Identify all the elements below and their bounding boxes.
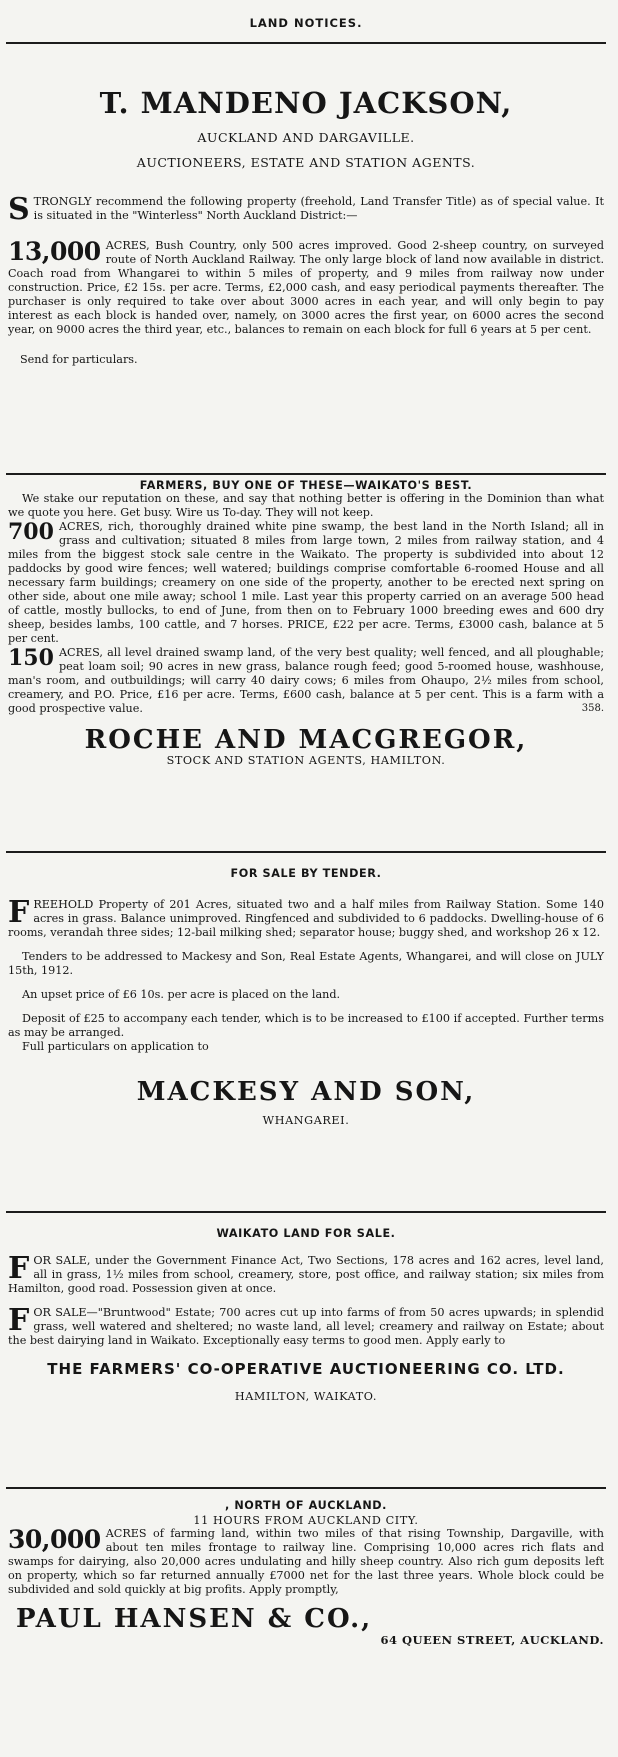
section-header: LAND NOTICES.: [249, 16, 363, 30]
tender-p3: An upset price of £6 10s. per acre is placed on the land.: [22, 988, 341, 1001]
jackson-intro-text: TRONGLY recommend the following property (freehold, Land Transfer Title) as of special value. It is situated in the "Winterless" North Auckland District:—: [33, 195, 604, 222]
waikato-best-intro: We stake our reputation on these, and say that nothing better is offering in the Dominion than what we quote you here. Get busy. Wire us To-day. They will not keep.: [8, 492, 604, 519]
listing-150-acres: 150: [8, 645, 54, 671]
waikato-sale-dropcap-2: F: [8, 1303, 30, 1338]
header-rule: [6, 42, 606, 44]
farmers-coop-name: THE FARMERS' CO-OPERATIVE AUCTIONEERING CO. LTD.: [47, 1360, 565, 1378]
rule-2: [6, 851, 606, 853]
waikato-sale-p2-text: OR SALE—"Bruntwood" Estate; 700 acres cut up into farms of from 50 acres upwards; in splendid grass, well watered and sheltered; no waste land, all level; creamery and railway on Estate; about the best dairying land in Waikato. Exceptionally easy terms to good men. Apply early to: [8, 1306, 604, 1347]
rule-1: [6, 473, 606, 475]
farmers-coop-sub: HAMILTON, WAIKATO.: [234, 1390, 378, 1403]
tender-p4: Deposit of £25 to accompany each tender, which is to be increased to £100 if accepted. Further terms as may be arranged.: [8, 1012, 604, 1039]
listing-700-text: ACRES, rich, thoroughly drained white pine swamp, the best land in the North Island; all in grass and cultivation; situated 8 miles from large town, 2 miles from railway station, and 4 miles from the biggest stock sale centre in the Waikato. The property is subdivided into about 12 paddocks by good wire fences; well watered; buildings comprise comfortable 6-roomed House and all necessary farm buildings; creamery on one side of the property, another to be erected next spring on other side, about one mile away; school 1 mile. Last year this property carried on an average 500 head of cattle, mostly bullocks, to end of June, from then on to February 1000 breeding ewes and 600 dry sheep, besides lambs, 100 cattle, and 7 horses. PRICE, £22 per acre. Terms, £3000 cash, balance at 5 per cent.: [8, 520, 604, 645]
waikato-sale-p1: [8, 1251, 604, 1296]
jackson-listing: [8, 239, 604, 337]
tender-heading: FOR SALE BY TENDER.: [230, 867, 382, 880]
jackson-listing-acres: 13,000: [8, 237, 101, 266]
jackson-intro-dropcap: S: [8, 192, 30, 227]
jackson-location: AUCKLAND AND DARGAVILLE.: [197, 130, 415, 145]
tender-p2: Tenders to be addressed to Mackesy and Son, Real Estate Agents, Whangarei, and will close on JULY 15th, 1912.: [8, 950, 604, 977]
listing-150-body: ACRES, all level drained swamp land, of the very best quality; well fenced, and all ploughable; peat loam soil; 90 acres in new grass, balance rough feed; good 5-roomed house, washhouse, man's room, and outbuildings; will carry 40 dairy cows; 6 miles from Ohaupo, 2½ miles from school, creamery, and P.O. Price, £16 per acre. Terms, £600 cash, balance at 5 per cent. This is a farm with a good prospective value.: [8, 646, 604, 715]
waikato-best-listing-700: [8, 520, 604, 646]
mackesy-sub: WHANGAREI.: [262, 1114, 350, 1127]
waikato-sale-advert: [6, 1227, 606, 1487]
north-advert: [6, 1499, 606, 1647]
jackson-name: T. MANDENO JACKSON,: [99, 86, 513, 120]
tender-advert: [6, 867, 606, 1211]
jackson-listing-text: ACRES, Bush Country, only 500 acres improved. Good 2-sheep country, on surveyed route of North Auckland Railway. The only large block of land now available in district. Coach road from Whangarei to within 5 miles of property, and 9 miles from railway now under construction. Price, £2 15s. per acre. Terms, £2,000 cash, and easy periodical payments thereafter. The purchaser is only required to take over about 3000 acres in each year, and will only begin to pay interest as each block is handed over, namely, on 3000 acres the first year, on 6000 acres the second year, on 9000 acres the third year, etc., balances to remain on each block for full 6 years at 5 per cent.: [8, 239, 604, 336]
tender-dropcap: F: [8, 895, 30, 930]
waikato-best-listing-150: [8, 646, 604, 716]
north-listing-text: ACRES of farming land, within two miles of that rising Township, Dargaville, with about ten miles frontage to railway line. Comprising 10,000 acres rich flats and swamps for dairying, also 20,000 acres undulating and hilly sheep country. Also rich gum deposits left on property, which so far returned annually £7000 net for the last three years. Whole block could be subdivided and sold quickly at big profits. Apply promptly,: [8, 1527, 604, 1596]
jackson-intro: [8, 192, 604, 227]
tender-p1: [8, 895, 604, 940]
listing-150-text: [8, 646, 604, 716]
roche-macgregor-sub: STOCK AND STATION AGENTS, HAMILTON.: [166, 754, 446, 767]
north-listing: [8, 1527, 604, 1597]
paul-hansen-name: PAUL HANSEN & CO.,: [16, 1604, 373, 1634]
listing-ref-number: 358.: [581, 703, 604, 714]
jackson-send: Send for particulars.: [20, 353, 138, 366]
waikato-best-heading: FARMERS, BUY ONE OF THESE—WAIKATO'S BEST.: [139, 479, 473, 492]
waikato-sale-heading: WAIKATO LAND FOR SALE.: [216, 1227, 396, 1240]
mackesy-name: MACKESY AND SON,: [136, 1077, 476, 1107]
waikato-sale-p1-text: OR SALE, under the Government Finance Act, Two Sections, 178 acres and 162 acres, level land, all in grass, 1½ miles from school, creamery, store, post office, and railway station; six miles from Hamilton, good road. Possession given at once.: [8, 1254, 604, 1295]
north-listing-acres: 30,000: [8, 1525, 101, 1554]
north-sub: 11 HOURS FROM AUCKLAND CITY.: [193, 1514, 419, 1527]
waikato-sale-dropcap-1: F: [8, 1251, 30, 1286]
jackson-advert: [6, 86, 606, 473]
newspaper-page: [6, 0, 606, 1757]
jackson-role: AUCTIONEERS, ESTATE AND STATION AGENTS.: [136, 155, 476, 170]
rule-3: [6, 1211, 606, 1213]
waikato-best-advert: [6, 479, 606, 851]
paul-hansen-address: 64 QUEEN STREET, AUCKLAND.: [380, 1633, 604, 1647]
north-heading: , NORTH OF AUCKLAND.: [224, 1499, 388, 1512]
roche-macgregor-name: ROCHE AND MACGREGOR,: [84, 725, 528, 755]
rule-4: [6, 1487, 606, 1489]
tender-p1-text: REEHOLD Property of 201 Acres, situated two and a half miles from Railway Station. Some 140 acres in grass. Balance unimproved. Ringfenced and subdivided to 6 paddocks. Dwelling-house of 6 rooms, verandah three sides; 12-bail milking shed; separator house; buggy shed, and workshop 26 x 12.: [8, 898, 604, 939]
tender-p5: Full particulars on application to: [22, 1040, 209, 1053]
listing-700-acres: 700: [8, 519, 54, 545]
waikato-sale-p2: [8, 1303, 604, 1348]
